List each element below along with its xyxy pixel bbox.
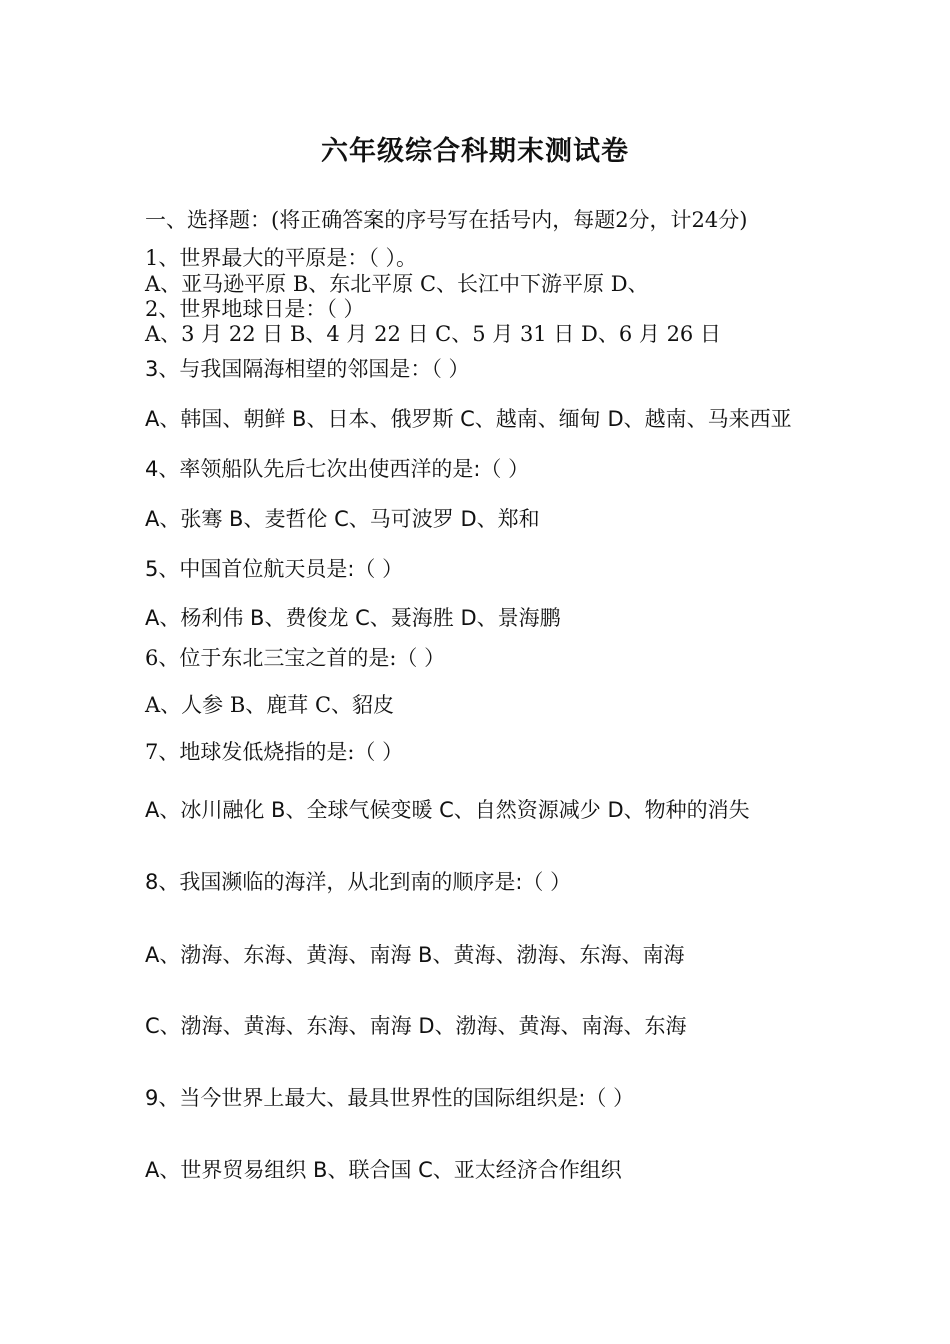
question-8: 8、我国濒临的海洋，从北到南的顺序是:（ ） <box>145 870 572 894</box>
question-3-options: A、韩国、朝鲜 B、日本、俄罗斯 C、越南、缅甸 D、越南、马来西亚 <box>145 407 792 431</box>
section-heading: 一、选择题：(将正确答案的序号写在括号内，每题2分，计24分) <box>145 208 748 232</box>
question-7-options: A、冰川融化 B、全球气候变暖 C、自然资源减少 D、物种的消失 <box>145 798 750 822</box>
question-9-options: A、世界贸易组织 B、联合国 C、亚太经济合作组织 <box>145 1158 622 1182</box>
question-5: 5、中国首位航天员是:（ ） <box>145 557 404 581</box>
question-2: 2、世界地球日是：（ ） <box>145 297 365 321</box>
question-7: 7、地球发低烧指的是:（ ） <box>145 740 404 764</box>
question-2-options: A、3 月 22 日 B、4 月 22 日 C、5 月 31 日 D、6 月 26 日 <box>145 322 721 346</box>
question-8-options-ab: A、渤海、东海、黄海、南海 B、黄海、渤海、东海、南海 <box>145 943 685 967</box>
question-9: 9、当今世界上最大、最具世界性的国际组织是:（ ） <box>145 1086 635 1110</box>
question-5-options: A、杨利伟 B、费俊龙 C、聂海胜 D、景海鹏 <box>145 606 561 630</box>
question-6-options: A、人参 B、鹿茸 C、貂皮 <box>145 693 395 717</box>
question-4-options: A、张骞 B、麦哲伦 C、马可波罗 D、郑和 <box>145 507 540 531</box>
question-1: 1、世界最大的平原是：（ ）。 <box>145 246 418 270</box>
question-4: 4、率领船队先后七次出使西洋的是:（ ） <box>145 457 530 481</box>
question-6: 6、位于东北三宝之首的是:（ ） <box>145 646 446 670</box>
page-title: 六年级综合科期末测试卷 <box>321 136 629 167</box>
question-3: 3、与我国隔海相望的邻国是：（ ） <box>145 357 470 381</box>
question-1-options: A、亚马逊平原 B、东北平原 C、长江中下游平原 D、 <box>145 272 649 296</box>
question-8-options-cd: C、渤海、黄海、东海、南海 D、渤海、黄海、南海、东海 <box>145 1014 687 1038</box>
